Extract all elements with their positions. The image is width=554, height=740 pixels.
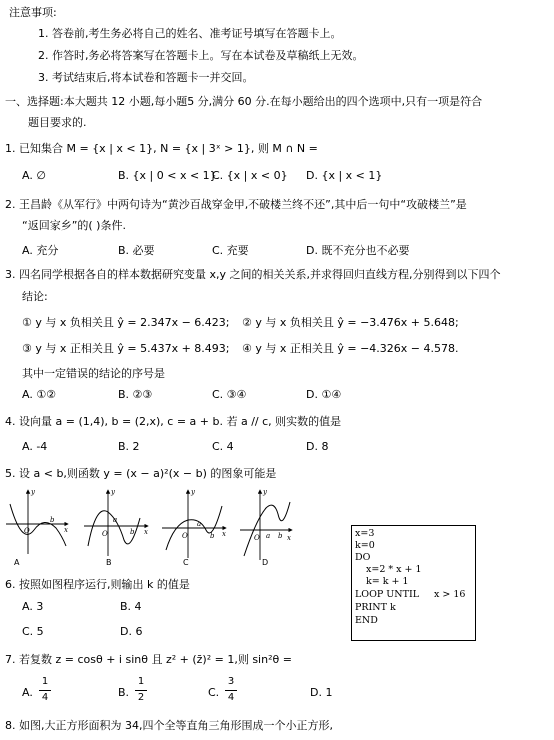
- program-line-7: PRINT k: [355, 602, 396, 613]
- q3-stem-cont: 结论:: [22, 290, 48, 303]
- q4-option-a: A. -4: [22, 440, 48, 453]
- q6-option-a: A. 3: [22, 600, 44, 613]
- q2-option-a: A. 充分: [22, 244, 59, 257]
- q5-graph-c-label: C: [183, 558, 189, 567]
- q5-a-label-b: b: [50, 516, 55, 524]
- q3-conclusion-2: ② y 与 x 负相关且 ŷ = −3.476x + 5.648;: [242, 316, 459, 329]
- q3-option-a: A. ①②: [22, 388, 57, 401]
- q6-option-d: D. 6: [120, 625, 143, 638]
- q6-program-box: [351, 525, 476, 641]
- q4-option-c: C. 4: [212, 440, 234, 453]
- q4-option-d: D. 8: [306, 440, 329, 453]
- q2-option-d: D. 既不充分也不必要: [306, 244, 410, 257]
- q7-a-fraction-bar: [39, 690, 51, 691]
- q2-option-c: C. 充要: [212, 244, 249, 257]
- q7-b-numerator: 1: [137, 676, 145, 687]
- q3-conclusion-1: ① y 与 x 负相关且 ŷ = 2.347x − 6.423;: [22, 316, 230, 329]
- q3-option-b: B. ②③: [118, 388, 153, 401]
- q7-b-fraction-bar: [135, 690, 147, 691]
- q7-option-a: A.: [22, 686, 33, 699]
- q5-b-label-x: x: [144, 528, 148, 536]
- q3-option-c: C. ③④: [212, 388, 247, 401]
- q5-graph-b-label: B: [106, 558, 112, 567]
- q1-option-a: A. ∅: [22, 169, 46, 182]
- q5-d-label-a: a: [266, 532, 271, 540]
- q5-graph-a[interactable]: [6, 488, 68, 567]
- q5-b-label-y: y: [111, 488, 115, 496]
- q1-option-c: C. {x | x < 0}: [212, 169, 288, 182]
- q5-c-label-y: y: [191, 488, 195, 496]
- program-line-6: LOOP UNTIL: [355, 589, 420, 600]
- q5-c-label-b: b: [210, 532, 215, 540]
- q3-conclusion-4: ④ y 与 x 正相关且 ŷ = −4.326x − 4.578.: [242, 342, 459, 355]
- q1-stem: 1. 已知集合 M = {x | x < 1}, N = {x | 3ˣ > 1}, 则 M ∩ N =: [5, 142, 318, 155]
- q2-option-b: B. 必要: [118, 244, 155, 257]
- q7-option-c: C.: [208, 686, 220, 699]
- q5-graph-b[interactable]: [84, 488, 148, 567]
- q7-option-d: D. 1: [310, 686, 333, 699]
- q1-option-d: D. {x | x < 1}: [306, 169, 383, 182]
- program-line-5: k= k + 1: [366, 576, 409, 587]
- q3-option-d: D. ①④: [306, 388, 342, 401]
- q2-stem: 2. 王昌龄《从军行》中两句诗为“黄沙百战穿金甲,不破楼兰终不还”,其中后一句中“攻破楼兰”是: [5, 198, 467, 211]
- q5-d-label-b: b: [278, 532, 283, 540]
- q3-prompt: 其中一定错误的结论的序号是: [22, 367, 165, 380]
- q5-b-label-a: a: [113, 516, 118, 524]
- q7-c-denominator: 4: [227, 692, 235, 703]
- q3-stem: 3. 四名同学根据各自的样本数据研究变量 x,y 之间的相关关系,并求得回归直线方程,分别得到以下四个: [5, 268, 501, 281]
- note-item-2: 2. 作答时,务必将答案写在答题卡上。写在本试卷及草稿纸上无效。: [38, 49, 364, 62]
- q5-d-label-y: y: [263, 488, 267, 496]
- q5-a-label-x: x: [64, 526, 68, 534]
- q5-graph-c[interactable]: [162, 488, 226, 567]
- q5-a-label-y: y: [31, 488, 35, 496]
- notes-title: 注意事项:: [9, 6, 57, 19]
- q2-stem-cont: “返回家乡”的( )条件.: [22, 219, 126, 232]
- section-heading-cont: 题目要求的.: [28, 116, 87, 129]
- program-line-8: END: [355, 615, 378, 626]
- q6-option-b: B. 4: [120, 600, 142, 613]
- q5-b-label-b: b: [130, 528, 135, 536]
- q5-stem: 5. 设 a < b,则函数 y = (x − a)²(x − b) 的图象可能是: [5, 467, 277, 480]
- q7-c-fraction-bar: [225, 690, 237, 691]
- q5-c-origin: O: [182, 532, 188, 540]
- q5-graph-options: [4, 484, 294, 570]
- section-heading: 一、选择题:本大题共 12 小题,每小题5 分,满分 60 分.在每小题给出的四个选项中,只有一项是符合: [5, 95, 483, 108]
- q5-b-origin: O: [102, 530, 108, 538]
- q6-option-c: C. 5: [22, 625, 44, 638]
- q7-option-b: B.: [118, 686, 130, 699]
- q5-graph-d-label: D: [262, 558, 269, 567]
- program-line-2: k=0: [355, 540, 375, 551]
- note-item-3: 3. 考试结束后,将本试卷和答题卡一并交回。: [38, 71, 254, 84]
- q4-stem: 4. 设向量 a = (1,4), b = (2,x), c = a + b. 若 a // c, 则实数的值是: [5, 415, 342, 428]
- program-line-4: x=2 * x + 1: [366, 564, 422, 575]
- q7-a-numerator: 1: [41, 676, 49, 687]
- note-item-1: 1. 答卷前,考生务必将自己的姓名、准考证号填写在答题卡上。: [38, 27, 342, 40]
- q5-graph-a-label: A: [14, 558, 20, 567]
- q8-stem: 8. 如图,大正方形面积为 34,四个全等直角三角形围成一个小正方形,: [5, 719, 333, 732]
- q7-c-numerator: 3: [227, 676, 235, 687]
- q3-conclusion-3: ③ y 与 x 正相关且 ŷ = 5.437x + 8.493;: [22, 342, 230, 355]
- q5-c-label-a: a: [197, 520, 202, 528]
- q5-c-label-x: x: [222, 530, 226, 538]
- program-line-3: DO: [355, 552, 371, 563]
- q6-stem: 6. 按照如图程序运行,则输出 k 的值是: [5, 578, 190, 591]
- q7-b-denominator: 2: [137, 692, 145, 703]
- q5-d-origin: O: [254, 534, 260, 542]
- q5-d-label-x: x: [287, 534, 291, 542]
- program-line-6-cond: x > 16: [434, 589, 466, 600]
- q7-a-denominator: 4: [41, 692, 49, 703]
- q4-option-b: B. 2: [118, 440, 140, 453]
- program-line-1: x=3: [355, 528, 375, 539]
- q5-graph-d[interactable]: [240, 488, 292, 567]
- q7-stem: 7. 若复数 z = cosθ + i sinθ 且 z² + (z̄)² = 1,则 sin²θ =: [5, 653, 292, 666]
- q1-option-b: B. {x | 0 < x < 1}: [118, 169, 217, 182]
- q5-a-origin: O: [24, 527, 30, 535]
